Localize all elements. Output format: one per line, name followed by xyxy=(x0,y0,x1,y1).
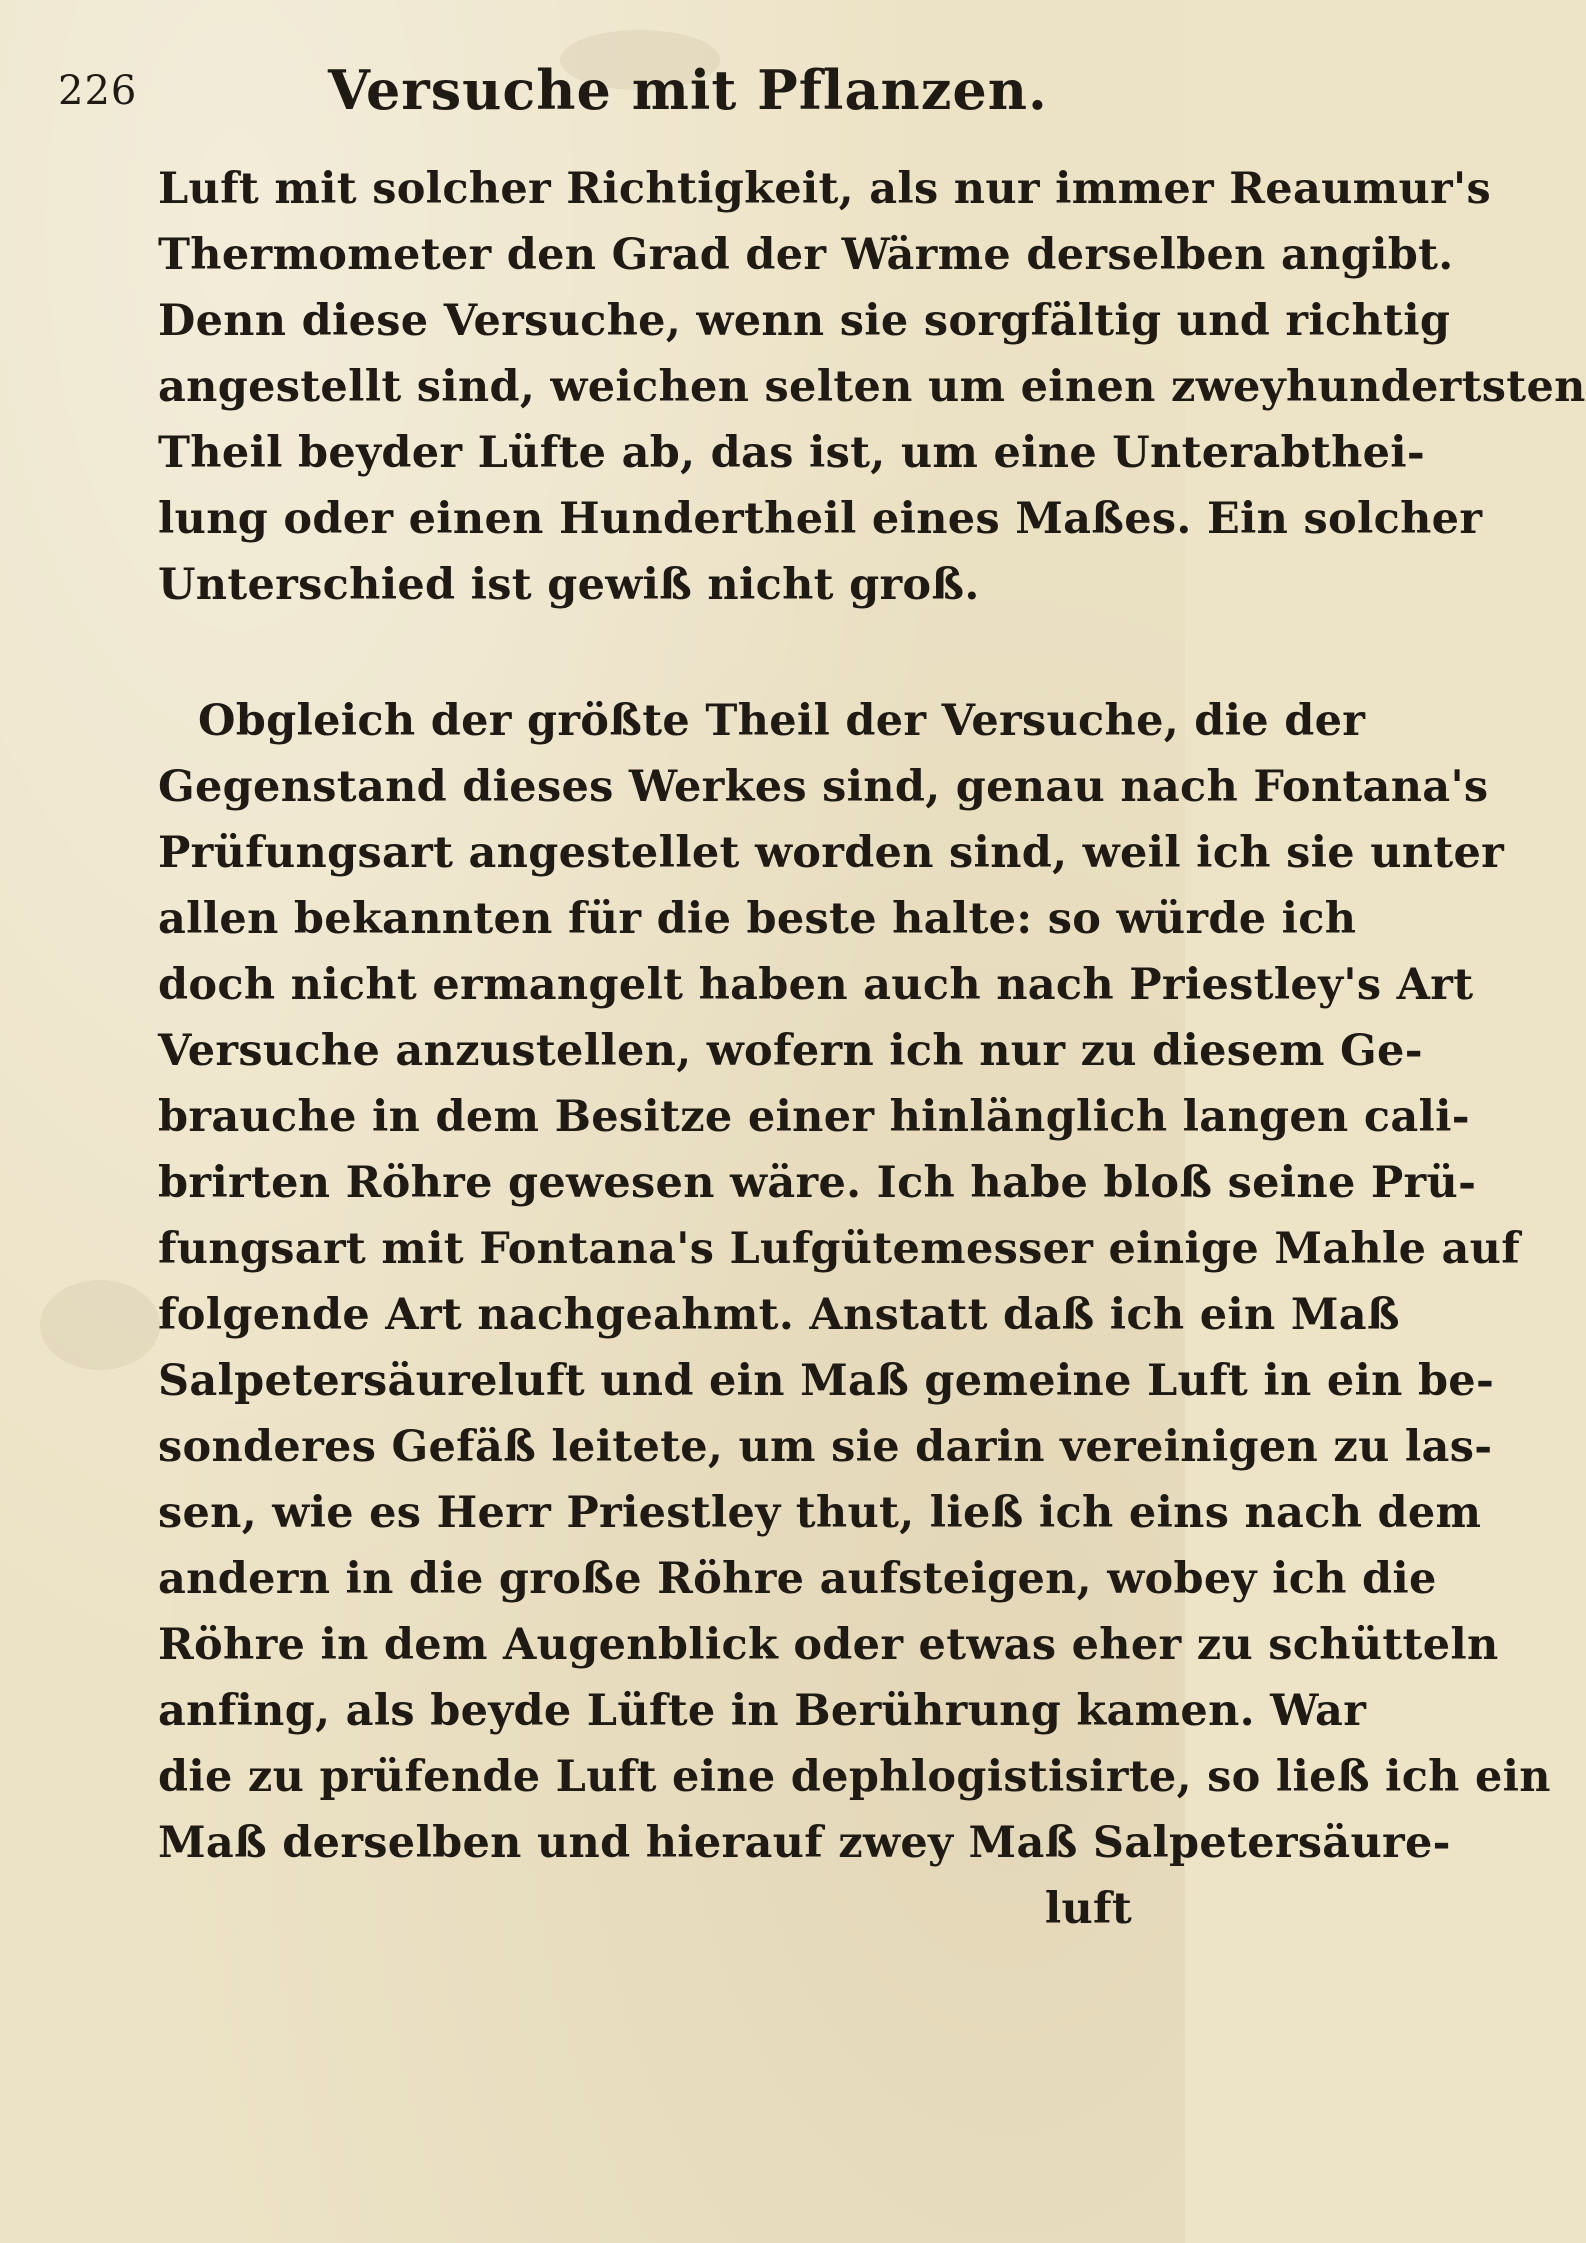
text-line: Denn diese Versuche, wenn sie sorgfältig und richtig xyxy=(158,296,1451,346)
text-line: Prüfungsart angestellet worden sind, weil ich sie unter xyxy=(158,828,1505,878)
text-line: fungsart mit Fontana's Lufgütemesser einige Mahle auf xyxy=(158,1224,1521,1274)
text-line: sen, wie es Herr Priestley thut, ließ ich eins nach dem xyxy=(158,1488,1482,1538)
text-line: brauche in dem Besitze einer hinlänglich langen cali- xyxy=(158,1092,1470,1142)
text-line: Luft mit solcher Richtigkeit, als nur immer Reaumur's xyxy=(158,164,1491,214)
text-line: Röhre in dem Augenblick oder etwas eher zu schütteln xyxy=(158,1620,1499,1670)
catchword: luft xyxy=(1044,1884,1132,1934)
text-line: die zu prüfende Luft eine dephlogistisirte, so ließ ich ein xyxy=(158,1752,1551,1802)
paper-stain xyxy=(40,1280,160,1370)
text-line: lung oder einen Hundertheil eines Maßes. Ein solcher xyxy=(158,494,1483,544)
text-line: doch nicht ermangelt haben auch nach Priestley's Art xyxy=(158,960,1474,1010)
text-line: Gegenstand dieses Werkes sind, genau nach Fontana's xyxy=(158,762,1489,812)
text-line: allen bekannten für die beste halte: so würde ich xyxy=(158,894,1357,944)
page-header xyxy=(58,58,1138,138)
paragraph xyxy=(158,156,1586,618)
text-line: Obgleich der größte Theil der Versuche, die der xyxy=(198,696,1366,746)
body-text xyxy=(158,156,1586,1942)
text-line: Salpetersäureluft und ein Maß gemeine Luft in ein be- xyxy=(158,1356,1495,1406)
text-line: angestellt sind, weichen selten um einen zweyhundertsten xyxy=(158,362,1586,412)
paragraph xyxy=(158,688,1551,1942)
text-line: Maß derselben und hierauf zwey Maß Salpetersäure- xyxy=(158,1818,1451,1868)
text-line: Thermometer den Grad der Wärme derselben angibt. xyxy=(158,230,1454,280)
text-line: folgende Art nachgeahmt. Anstatt daß ich ein Maß xyxy=(158,1290,1400,1340)
text-line: andern in die große Röhre aufsteigen, wobey ich die xyxy=(158,1554,1437,1604)
text-line: Theil beyder Lüfte ab, das ist, um eine Unterabthei- xyxy=(158,428,1426,478)
text-line: Versuche anzustellen, wofern ich nur zu diesem Ge- xyxy=(158,1026,1423,1076)
text-line: sonderes Gefäß leitete, um sie darin vereinigen zu las- xyxy=(158,1422,1493,1472)
running-title: Versuche mit Pflanzen. xyxy=(328,58,1048,122)
page-number: 226 xyxy=(58,68,138,114)
text-line: anfing, als beyde Lüfte in Berührung kamen. War xyxy=(158,1686,1367,1736)
text-line: Unterschied ist gewiß nicht groß. xyxy=(158,560,980,610)
paragraph-gap xyxy=(158,618,1168,688)
text-line: brirten Röhre gewesen wäre. Ich habe bloß seine Prü- xyxy=(158,1158,1477,1208)
